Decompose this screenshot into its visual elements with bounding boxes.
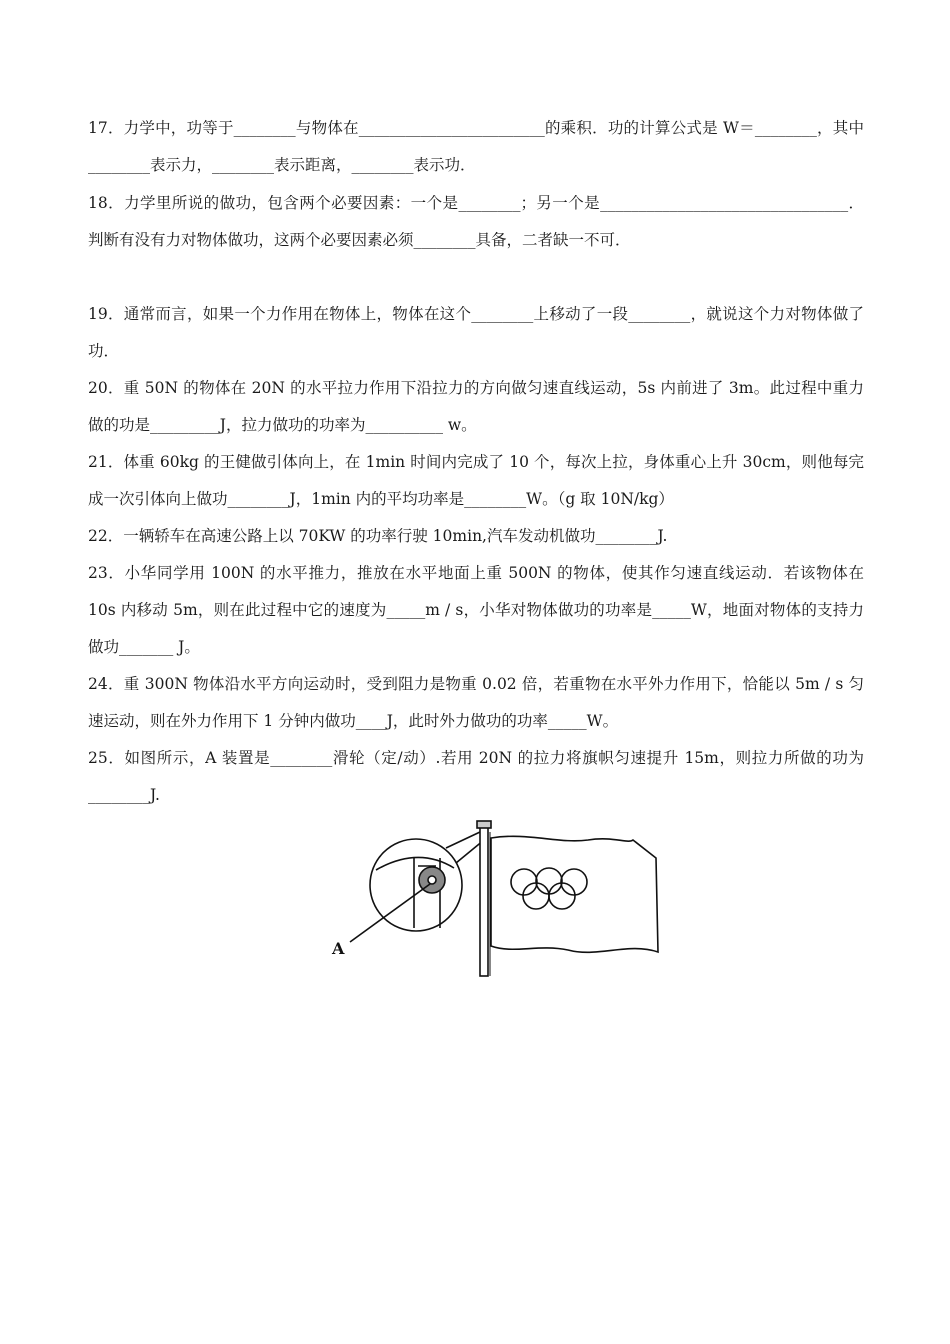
flagpole-pulley-figure (328, 818, 668, 988)
flagpole (480, 826, 488, 976)
question-18: 18．力学里所说的做功，包含两个必要因素：一个是________；另一个是________________________________．判断有没有力对物体做功，这两个必要因素必须________具备，二者缺一不可． (88, 194, 864, 249)
question-22: 22．一辆轿车在高速公路上以 70KW 的功率行驶 10min,汽车发动机做功________J. (88, 527, 668, 545)
question-19: 19．通常而言，如果一个力作用在物体上，物体在这个________上移动了一段________，就说这个力对物体做了功． (88, 305, 864, 360)
label-a: A (332, 939, 345, 958)
question-23: 23．小华同学用 100N 的水平推力，推放在水平地面上重 500N 的物体，使其作匀速直线运动．若该物体在 10s 内移动 5m，则在此过程中它的速度为_____m / s，小华对物体做功的功率是_____W，地面对物体的支持力做功_______ J。 (88, 564, 864, 656)
question-20: 20．重 50N 的物体在 20N 的水平拉力作用下沿拉力的方向做匀速直线运动，5s 内前进了 3m。此过程中重力做的功是_________J，拉力做功的功率为__________ w。 (88, 379, 864, 434)
question-24: 24．重 300N 物体沿水平方向运动时，受到阻力是物重 0.02 倍，若重物在水平外力作用下，恰能以 5m / s 匀速运动，则在外力作用下 1 分钟内做功____J，此时外力做功的功率_____W。 (88, 675, 864, 730)
question-21: 21．体重 60kg 的王健做引体向上，在 1min 时间内完成了 10 个，每次上拉，身体重心上升 30cm，则他每完成一次引体向上做功________J，1min 内的平均功率是________W。（g 取 10N/kg） (88, 453, 864, 508)
question-17: 17．力学中，功等于________与物体在________________________的乘积．功的计算公式是 W＝________，其中________表示力，________表示距离，________表示功． (88, 119, 864, 174)
question-25: 25．如图所示，A 装置是________滑轮（定/动）.若用 20N 的拉力将旗帜匀速提升 15m，则拉力所做的功为________J. (88, 749, 864, 804)
pointer-line (350, 884, 430, 942)
